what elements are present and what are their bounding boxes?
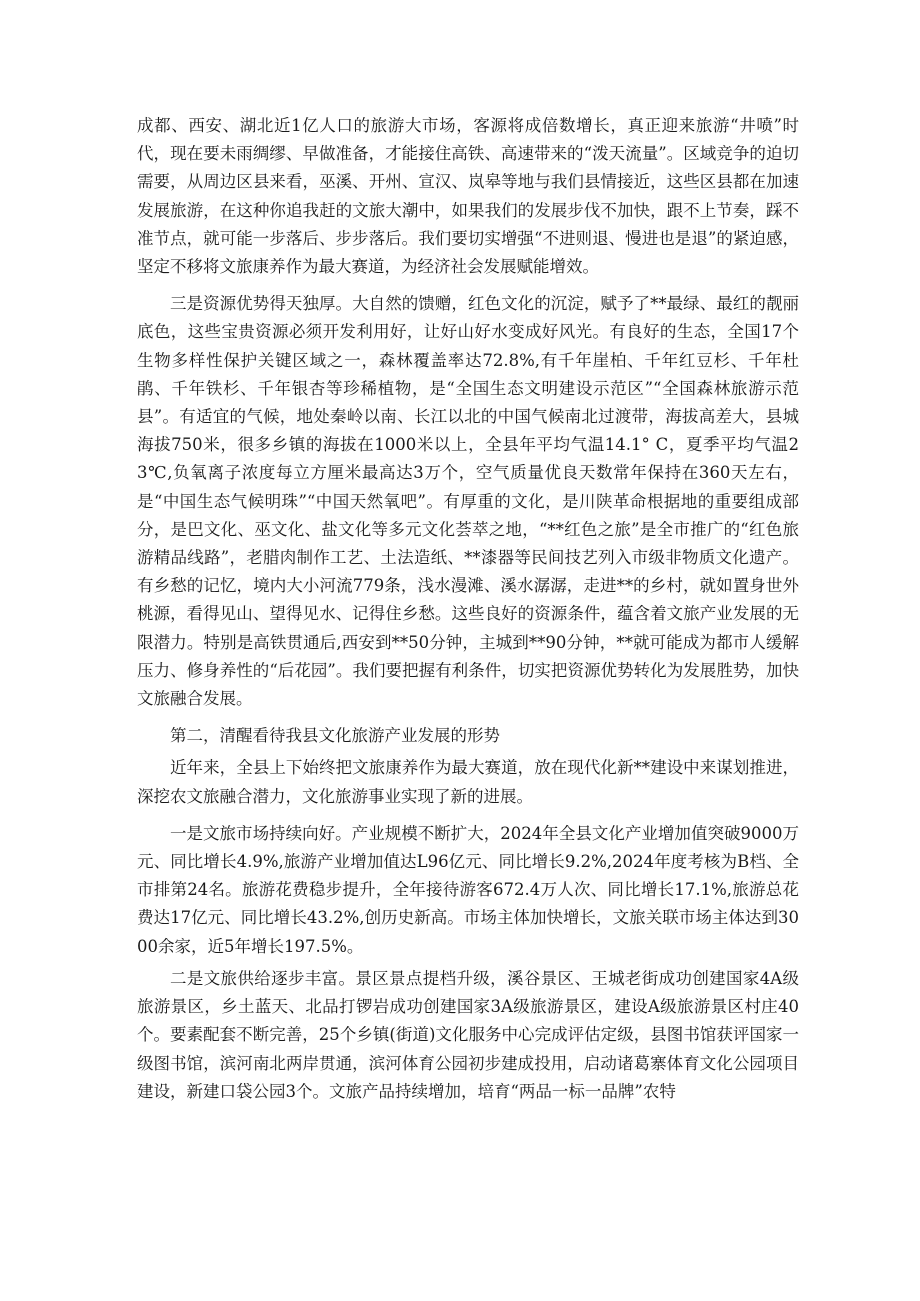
- paragraph-recent-years: 近年来，全县上下始终把文旅康养作为最大赛道，放在现代化新**建设中来谋划推进，深挖农文旅融合潜力，文化旅游事业实现了新的进展。: [137, 758, 799, 806]
- paragraph-market-context: 成都、西安、湖北近1亿人口的旅游大市场，客源将成倍数增长，真正迎来旅游“井喷”时代，现在要未雨绸缪、早做准备，才能接住高铁、高速带来的“泼天流量”。区域竞争的迫切需要，从周边区县来看，巫溪、开州、宣汉、岚皋等地与我们县情接近，这些区县都在加速发展旅游，在这种你追我赶的文旅大潮中，如果我们的发展步伐不加快，跟不上节奏，踩不准节点，就可能一步落后、步步落后。我们要切实增强“不进则退、慢进也是退”的紧迫感，坚定不移将文旅康养作为最大赛道，为经济社会发展赋能增效。: [137, 116, 799, 277]
- section-heading-second: 第二，清醒看待我县文化旅游产业发展的形势: [170, 726, 500, 746]
- paragraph-supply-enrichment: 二是文旅供给逐步丰富。景区景点提档升级，溪谷景区、王城老街成功创建国家4A级旅游景区，乡土蓝天、北品打锣岩成功创建国家3A级旅游景区，建设A级旅游景区村庄40个。要素配套不断完善，25个乡镇(街道)文化服务中心完成评估定级，县图书馆获评国家一级图书馆，滨河南北两岸贯通，滨河体育公园初步建成投用，启动诸葛寨体育文化公园项目建设，新建口袋公园3个。文旅产品持续增加，培育“两品一标一品牌”农特: [137, 968, 799, 1101]
- paragraph-resource-advantage: 三是资源优势得天独厚。大自然的馈赠，红色文化的沉淀，赋予了**最绿、最红的靓丽底色，这些宝贵资源必须开发利用好，让好山好水变成好风光。有良好的生态，全国17个生物多样性保护关键区域之一，森林覆盖率达72.8%,有千年崖柏、千年红豆杉、千年杜鹃、千年铁杉、千年银杏等珍稀植物，是“全国生态文明建设示范区”“全国森林旅游示范县”。有适宜的气候，地处秦岭以南、长江以北的中国气候南北过渡带，海拔高差大，县城海拔750米，很多乡镇的海拔在1000米以上，全县年平均气温14.1° C，夏季平均气温23℃,负氧离子浓度每立方厘米最高达3万个，空气质量优良天数常年保持在360天左右，是“中国生态气候明珠”“中国天然氧吧”。有厚重的文化，是川陕革命根据地的重要组成部分，是巴文化、巫文化、盐文化等多元文化荟萃之地，“**红色之旅”是全市推广的“红色旅游精品线路”，老腊肉制作工艺、土法造纸、**漆器等民间技艺列入市级非物质文化遗产。有乡愁的记忆，境内大小河流779条，浅水漫滩、溪水潺潺，走进**的乡村，就如置身世外桃源，看得见山、望得见水、记得住乡愁。这些良好的资源条件，蕴含着文旅产业发展的无限潜力。特别是高铁贯通后,西安到**50分钟，主城到**90分钟，**就可能成为都市人缓解压力、修身养性的“后花园”。我们要把握有利条件，切实把资源优势转化为发展胜势，加快文旅融合发展。: [137, 294, 799, 709]
- paragraph-market-trend: 一是文旅市场持续向好。产业规模不断扩大，2024年全县文化产业增加值突破9000万元、同比增长4.9%,旅游产业增加值达L96亿元、同比增长9.2%,2024年度考核为B档、全市排第24名。旅游花费稳步提升，全年接待游客672.4万人次、同比增长17.1%,旅游总花费达17亿元、同比增长43.2%,创历史新高。市场主体加快增长，文旅关联市场主体达到3000余家，近5年增长197.5%。: [137, 823, 799, 956]
- document-body: [137, 112, 799, 1115]
